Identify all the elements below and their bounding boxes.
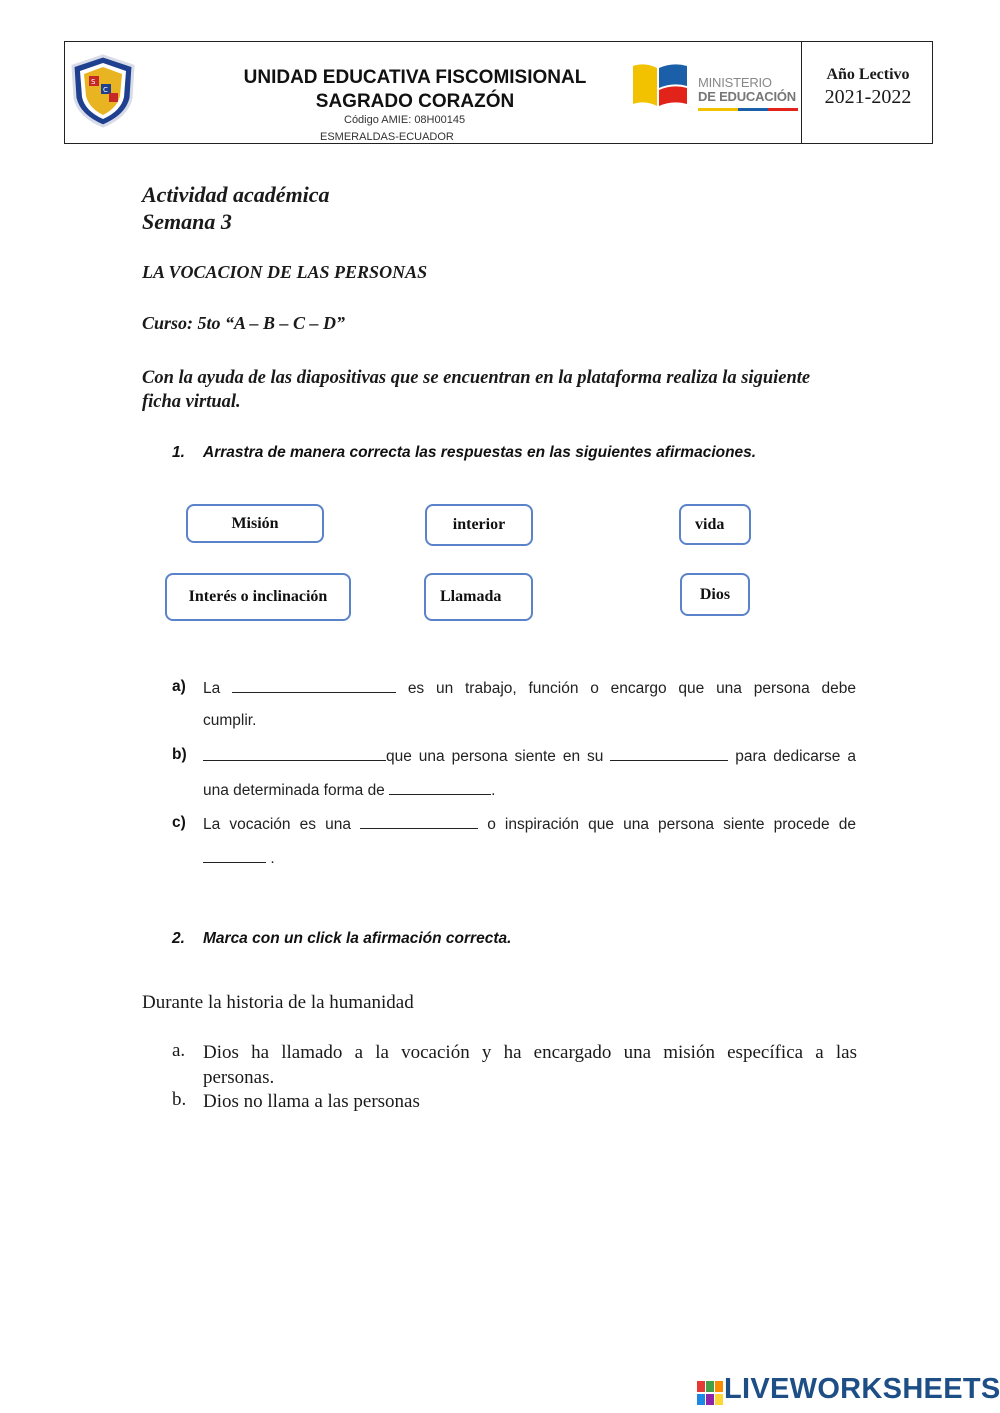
liveworksheets-logo-icon (697, 1381, 723, 1405)
course-label: Curso: 5to “A – B – C – D” (142, 313, 346, 333)
item-c-letter: c) (172, 814, 186, 831)
item-c-blank1[interactable] (360, 814, 478, 829)
item-b-letter: b) (172, 746, 187, 763)
ministry-line1: MINISTERIO (698, 75, 772, 90)
item-c-post: o inspiración que una persona siente procede de (487, 816, 856, 833)
school-name-line1: UNIDAD EDUCATIVA FISCOMISIONAL (243, 67, 587, 88)
school-year-label: Año Lectivo (826, 66, 910, 83)
activity-title: Actividad académica (142, 182, 330, 207)
word-mision[interactable]: Misión (186, 504, 324, 543)
svg-text:S: S (91, 78, 96, 86)
item-b-line2-post: . (491, 782, 496, 799)
school-location: ESMERALDAS-ECUADOR (320, 131, 454, 143)
item-c-blank2[interactable] (203, 848, 266, 863)
school-year-value: 2021-2022 (824, 86, 912, 108)
option-a-line2: personas. (203, 1067, 275, 1088)
option-b-line1: Dios no llama a las personas (203, 1091, 420, 1112)
ministry-line2: DE EDUCACIÓN (698, 89, 796, 104)
question2-prompt: Marca con un click la afirmación correcta. (203, 930, 512, 947)
topic-heading: LA VOCACION DE LAS PERSONAS (142, 262, 428, 282)
school-name-line2: SAGRADO CORAZÓN (315, 91, 515, 112)
ministry-flag-icon (631, 60, 691, 110)
week-title: Semana 3 (142, 209, 232, 234)
svg-text:C: C (103, 86, 108, 94)
item-a-letter: a) (172, 678, 186, 695)
item-b-line2-pre: una determinada forma de (203, 782, 385, 799)
item-a-line1 (203, 678, 856, 698)
item-c-pre: La vocación es una (203, 816, 351, 833)
option-b-letter: b. (172, 1089, 187, 1110)
item-c-line1 (203, 814, 856, 834)
school-meta (320, 112, 510, 146)
question2-number: 2. (172, 930, 185, 947)
item-b-blank1[interactable] (203, 746, 386, 761)
ministry-underline (698, 108, 798, 111)
item-a-line2: cumplir. (203, 712, 257, 729)
item-b-line2 (203, 780, 856, 800)
option-a[interactable] (203, 1040, 857, 1090)
item-c-line2 (203, 848, 856, 868)
item-c-line2-post: . (270, 850, 275, 867)
word-llamada[interactable]: Llamada (424, 573, 533, 621)
item-b-blank2[interactable] (610, 746, 728, 761)
instructions: Con la ayuda de las diapositivas que se encuentran en la plataforma realiza la siguiente ficha virtual. (142, 368, 811, 412)
item-a-blank[interactable] (232, 678, 396, 693)
item-b-line1 (203, 746, 856, 766)
school-code: Código AMIE: 08H00145 (344, 114, 466, 126)
word-dios[interactable]: Dios (680, 573, 750, 616)
question1-prompt: Arrastra de manera correcta las respuestas en las siguientes afirmaciones. (203, 444, 757, 461)
option-b[interactable] (203, 1089, 857, 1114)
word-interior[interactable]: interior (425, 504, 533, 546)
school-name (205, 66, 625, 114)
ministry-name (698, 76, 803, 104)
item-a-post: es un trabajo, función o encargo que una persona debe (407, 680, 856, 697)
item-a-pre: La (203, 680, 221, 697)
item-b-mid: que una persona siente en su (386, 748, 604, 765)
school-shield-icon (69, 54, 137, 128)
word-vida[interactable]: vida (679, 504, 751, 545)
option-a-line1: Dios ha llamado a la vocación y ha encargado una misión específica a las (203, 1042, 857, 1063)
header-table (64, 41, 933, 144)
liveworksheets-brand: LIVEWORKSHEETS (724, 1373, 1000, 1405)
item-b-post: para dedicarse a (735, 748, 856, 765)
word-interes-inclinacion[interactable]: Interés o inclinación (165, 573, 351, 621)
question2-intro: Durante la historia de la humanidad (142, 992, 414, 1013)
item-b-blank3[interactable] (389, 780, 491, 795)
option-a-letter: a. (172, 1040, 186, 1061)
question1-number: 1. (172, 444, 185, 461)
